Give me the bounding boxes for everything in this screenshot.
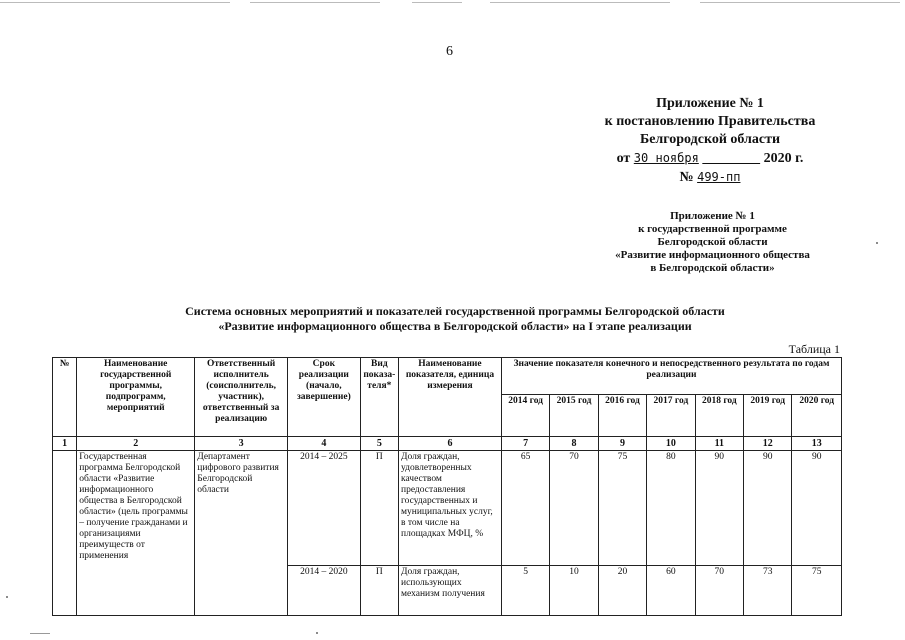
value-cell: 90 [792,451,842,566]
table-label: Таблица 1 [788,342,840,356]
row-no-cell [53,451,77,616]
header-indicator: Наименование показателя, единица измерения [399,358,502,437]
column-number: 10 [647,437,695,451]
type-cell: П [360,451,398,566]
column-number: 5 [360,437,398,451]
header-year: 2014 год [501,395,549,437]
column-number: 7 [501,437,549,451]
annex-line: в Белгородской области» [650,262,775,274]
scan-speck [6,596,8,598]
value-cell: 90 [695,451,743,566]
value-cell: 73 [744,566,792,616]
value-cell: 5 [501,566,549,616]
scan-edge-line [700,2,900,3]
value-cell: 90 [744,451,792,566]
title-line: «Развитие информационного общества в Белгородской области» на I этапе реализации [218,319,692,333]
value-cell: 10 [550,566,598,616]
column-number: 8 [550,437,598,451]
scan-edge-line [250,2,380,3]
annex-title: Приложение № 1 [670,210,755,222]
document-title [60,304,850,334]
date-handwritten: 30 ноября [633,151,699,165]
header-name: Наименование государственной программы, подпрограмм, мероприятий [77,358,195,437]
column-number: 13 [792,437,842,451]
number-prefix: № [679,170,694,185]
type-cell: П [360,566,398,616]
column-number: 4 [288,437,361,451]
page-number: 6 [446,44,453,59]
value-cell: 20 [598,566,646,616]
column-number: 6 [399,437,502,451]
value-cell: 80 [647,451,695,566]
scan-edge-line [490,2,670,3]
date-suffix: 2020 г. [763,151,804,166]
header-year: 2017 год [647,395,695,437]
scan-edge-line [0,2,230,3]
table-row [53,451,842,566]
scan-edge-line [412,2,462,3]
annex-line: к государственной программе [638,223,787,235]
title-line: Система основных мероприятий и показателей государственной программы Белгородской области [185,304,725,318]
annex-date [590,149,830,168]
term-cell: 2014 – 2025 [288,451,361,566]
value-cell: 60 [647,566,695,616]
column-number: 11 [695,437,743,451]
value-cell: 75 [792,566,842,616]
annex-government-block [590,95,830,187]
executor-cell: Департамент цифрового развития Белгородской области [195,451,288,616]
value-cell: 70 [695,566,743,616]
column-number: 2 [77,437,195,451]
date-underline [702,151,760,165]
annex-line: Белгородской области [639,132,781,147]
value-cell: 70 [550,451,598,566]
annex-number [590,168,830,187]
indicator-cell: Доля граждан, использующих механизм получения [399,566,502,616]
column-number: 1 [53,437,77,451]
annex-title: Приложение № 1 [656,96,764,111]
header-year: 2018 год [695,395,743,437]
annex-program-block [590,210,835,275]
header-term: Срок реализации (начало, завершение) [288,358,361,437]
header-year: 2020 год [792,395,842,437]
value-cell: 65 [501,451,549,566]
header-type: Вид показа-теля* [360,358,398,437]
scan-speck [316,632,318,634]
header-year: 2016 год [598,395,646,437]
column-number: 3 [195,437,288,451]
date-prefix: от [616,151,631,166]
indicator-cell: Доля граждан, удовлетворенных качеством предоставления государственных и муниципальных услуг, в том числе на площадках МФЦ, % [399,451,502,566]
indicators-table [52,357,842,616]
scan-edge-line [30,633,50,634]
header-year: 2019 год [744,395,792,437]
column-number: 9 [598,437,646,451]
value-cell: 75 [598,451,646,566]
program-name-cell: Государственная программа Белгородской области «Развитие информационного общества в Белгородской области» (цель программы – получение гражданами и организациями преимуществ от применения [77,451,195,616]
annex-line: к постановлению Правительства [604,114,816,129]
header-year: 2015 год [550,395,598,437]
scan-speck [876,242,878,244]
header-no: № [53,358,77,437]
number-handwritten: 499-пп [697,170,741,184]
header-executor: Ответственный исполнитель (соисполнитель, участник), ответственный за реализацию [195,358,288,437]
annex-line: Белгородской области [657,236,768,248]
header-values-group: Значение показателя конечного и непосредственного результата по годам реализации [501,358,841,395]
column-number: 12 [744,437,792,451]
term-cell: 2014 – 2020 [288,566,361,616]
annex-line: «Развитие информационного общества [615,249,810,261]
